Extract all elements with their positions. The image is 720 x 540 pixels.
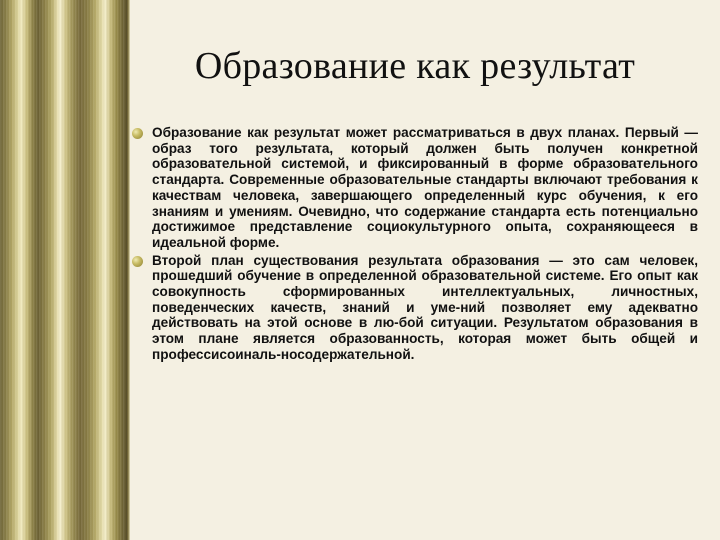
bullet-item: [132, 253, 698, 363]
slide-title: Образование как результат: [194, 45, 636, 87]
gold-circle-bullet-icon: [132, 256, 143, 267]
decorative-gold-bar: [0, 0, 128, 540]
bullet-text: Образование как результат может рассматриваться в двух планах. Первый — образ того результата, который должен быть получен конкретной образовательной системой, и фиксированный в форме образовательного стандарта. Современные образовательные стандарты включают требования к качествам человека, завершающего определенный курс обучения, к его знаниям и умениям. Очевидно, что содержание стандарта есть потенциально достижимое представление социокультурного опыта, сохраняющееся в идеальной форме.: [152, 125, 698, 250]
bullet-text: Второй план существования результата образования — это сам человек, прошедший обучение в определенной образовательной системе. Его опыт как совокупность сформированных интеллектуальных, личностных, поведенческих качеств, знаний и уме-ний позволяет ему адекватно действовать на этой основе в лю-бой ситуации. Результатом образования в этом плане является образованность, которая может быть общей и профессисоиналь-носодержательной.: [152, 252, 698, 362]
bullet-list: [132, 125, 698, 365]
gold-circle-bullet-icon: [132, 128, 143, 139]
bullet-item: [132, 125, 698, 251]
